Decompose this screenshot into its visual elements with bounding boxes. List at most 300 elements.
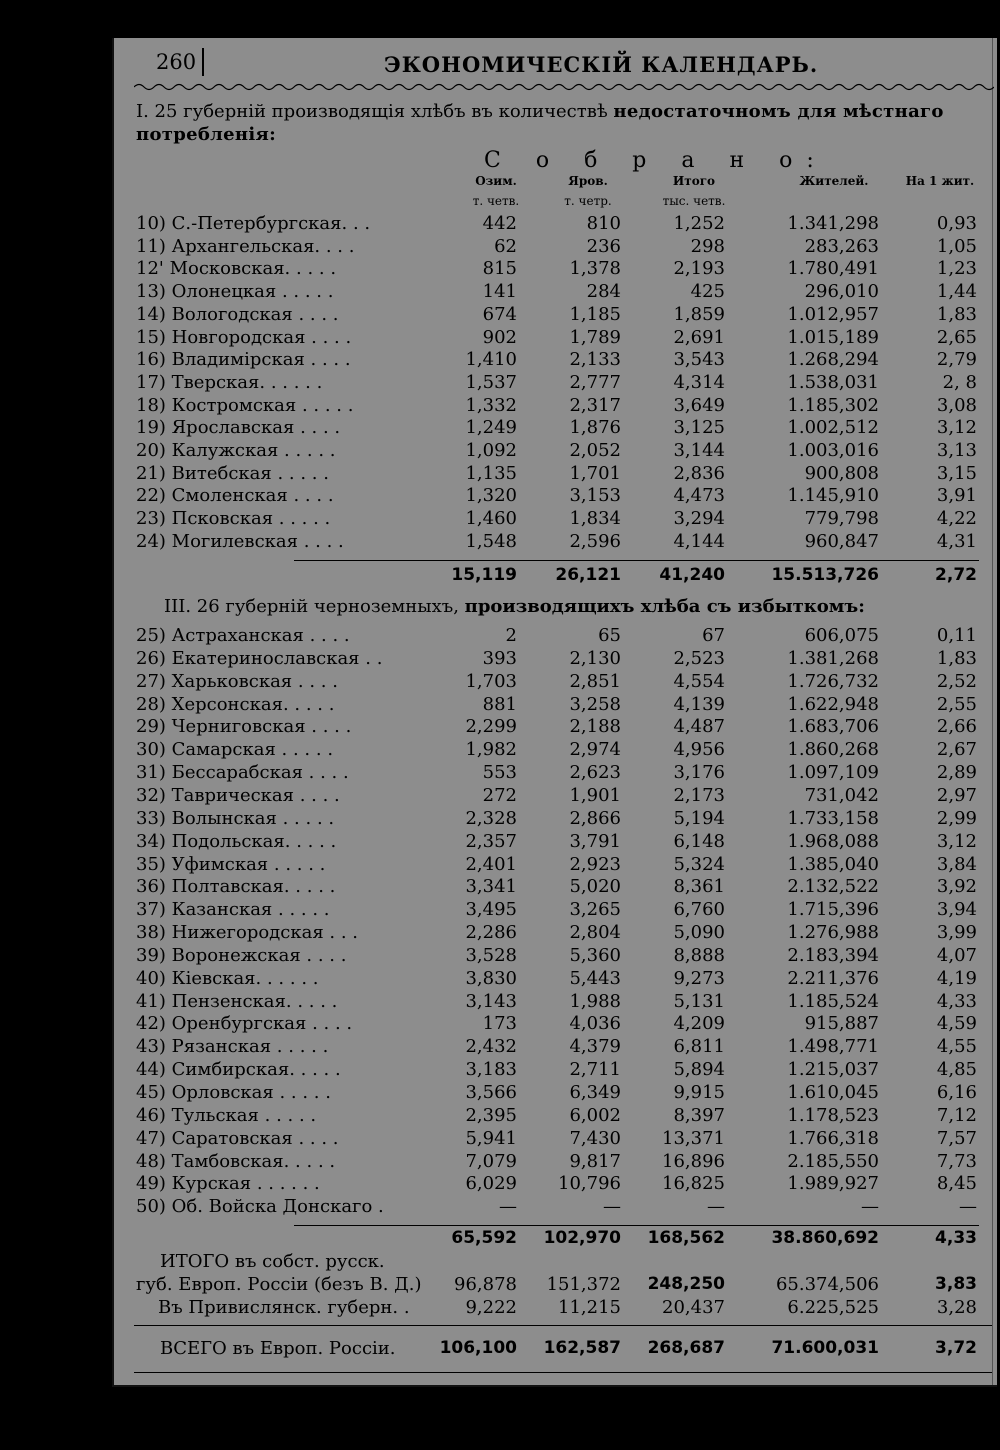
table-row <box>114 1173 997 1196</box>
summary-vsego-row <box>114 1338 997 1361</box>
cell-ozim: 2,328 <box>465 807 517 829</box>
cell-yarov: 7,430 <box>569 1127 621 1149</box>
summary-privisl-ozim: 9,222 <box>465 1297 517 1318</box>
province-name: 22) Смоленская . . . . <box>136 485 334 507</box>
table-row <box>114 395 997 418</box>
cell-ozim: 674 <box>482 303 517 325</box>
cell-itogo: 5,894 <box>673 1059 725 1081</box>
cell-zhiteley: 1.097,109 <box>787 762 879 784</box>
cell-per-capita: 7,73 <box>936 1150 977 1172</box>
cell-itogo: 67 <box>702 625 725 646</box>
table-row <box>114 327 997 350</box>
column-group-header: С о б р а н о: <box>484 148 828 173</box>
col-ozim-header: Озим. <box>475 174 517 188</box>
cell-ozim: 1,332 <box>465 394 517 416</box>
col-ozim-unit: т. четв. <box>472 194 520 208</box>
cell-ozim: 553 <box>482 762 517 784</box>
province-name: 49) Курская . . . . . . <box>136 1173 320 1195</box>
cell-per-capita: 3,08 <box>936 394 977 416</box>
cell-yarov: 2,923 <box>569 853 621 875</box>
total-yarov: 102,970 <box>543 1228 621 1248</box>
cell-per-capita: 7,57 <box>936 1127 977 1149</box>
cell-ozim: 1,703 <box>465 670 517 692</box>
cell-yarov: 2,974 <box>569 739 621 761</box>
table-row <box>114 694 997 717</box>
province-name: 25) Астраханская . . . . <box>136 625 350 646</box>
section3-total-rule <box>294 1225 979 1226</box>
cell-zhiteley: 1.683,706 <box>787 716 879 738</box>
cell-yarov: 2,866 <box>569 807 621 829</box>
summary-itogo-line2: губ. Европ. Россіи (безъ В. Д.) <box>136 1274 422 1295</box>
table-row <box>114 304 997 327</box>
summary-itogo-yarov: 151,372 <box>546 1274 621 1295</box>
province-name: 42) Оренбургская . . . . <box>136 1013 353 1035</box>
cell-ozim: 2,395 <box>465 1104 517 1126</box>
cell-zhiteley: 1.003,016 <box>787 440 879 461</box>
cell-per-capita: 3,15 <box>936 462 977 484</box>
col-per-capita-header: На 1 жит. <box>905 174 975 188</box>
cell-per-capita: 0,93 <box>936 213 977 234</box>
cell-yarov: 2,188 <box>569 716 621 738</box>
total-yarov: 26,121 <box>555 565 621 585</box>
province-name: 30) Самарская . . . . . <box>136 739 334 761</box>
cell-yarov: 2,711 <box>569 1059 621 1081</box>
table-row <box>114 1196 997 1219</box>
section3-heading <box>164 596 865 617</box>
summary-vsego-label: ВСЕГО въ Европ. Россіи. <box>160 1338 396 1359</box>
table-row <box>114 785 997 808</box>
cell-yarov: 1,988 <box>569 990 621 1012</box>
cell-ozim: 272 <box>482 784 517 806</box>
section1-title-plain: I. 25 губерній производящія хлѣбъ въ количествѣ <box>136 101 614 122</box>
section1-heading <box>136 100 976 146</box>
province-name: 41) Пензенская. . . . . <box>136 990 338 1012</box>
cell-per-capita: 3,12 <box>936 830 977 852</box>
table-row <box>114 485 997 508</box>
cell-per-capita: 2, 8 <box>942 371 977 393</box>
cell-itogo: 6,811 <box>673 1036 725 1058</box>
page-title: ЭКОНОМИЧЕСКІЙ КАЛЕНДАРЬ. <box>384 52 819 77</box>
cell-per-capita: 2,89 <box>936 762 977 784</box>
province-name: 11) Архангельская. . . . <box>136 235 355 257</box>
cell-per-capita: 6,16 <box>936 1082 977 1103</box>
total-per-capita: 2,72 <box>935 565 977 585</box>
cell-zhiteley: 779,798 <box>804 508 879 530</box>
cell-itogo: 4,314 <box>673 371 725 393</box>
summary-itogo-per-capita: 3,83 <box>935 1274 977 1294</box>
cell-yarov: 5,443 <box>569 967 621 989</box>
cell-per-capita: 3,99 <box>936 922 977 944</box>
province-name: 17) Тверская. . . . . . <box>136 371 323 393</box>
cell-zhiteley: 960,847 <box>804 530 879 552</box>
wavy-rule <box>134 82 994 92</box>
province-name: 43) Рязанская . . . . . <box>136 1036 329 1058</box>
cell-per-capita: 2,67 <box>936 739 977 761</box>
table-row <box>114 1036 997 1059</box>
section3-title-bold: производящихъ хлѣба съ избыткомъ: <box>464 596 865 617</box>
table-row <box>114 531 997 554</box>
cell-ozim: 6,029 <box>465 1173 517 1195</box>
table-row <box>114 876 997 899</box>
cell-zhiteley: 1.015,189 <box>787 326 879 348</box>
province-name: 10) С.-Петербургская. . . <box>136 213 371 234</box>
cell-ozim: 2 <box>505 625 517 646</box>
province-name: 35) Уфимская . . . . . <box>136 853 326 875</box>
cell-itogo: 2,173 <box>673 784 725 806</box>
summary-itogo-row <box>114 1274 997 1297</box>
cell-ozim: 1,135 <box>465 462 517 484</box>
cell-itogo: 4,554 <box>673 670 725 692</box>
cell-zhiteley: — <box>861 1196 879 1218</box>
cell-per-capita: 4,22 <box>936 508 977 530</box>
province-name: 20) Калужская . . . . . <box>136 440 336 461</box>
section1-total-row <box>114 565 997 588</box>
cell-yarov: 2,130 <box>569 647 621 669</box>
province-name: 12' Московская. . . . . <box>136 258 337 280</box>
cell-zhiteley: 283,263 <box>804 235 879 257</box>
table-row <box>114 968 997 991</box>
cell-yarov: 3,258 <box>569 693 621 715</box>
total-ozim: 15,119 <box>451 565 517 585</box>
cell-ozim: 1,092 <box>465 440 517 461</box>
col-yarov-unit: т. четр. <box>564 194 612 208</box>
table-row <box>114 349 997 372</box>
table-row <box>114 854 997 877</box>
cell-itogo: 2,691 <box>673 326 725 348</box>
cell-yarov: 3,153 <box>569 485 621 507</box>
total-zhiteley: 15.513,726 <box>771 565 879 585</box>
cell-yarov: 9,817 <box>569 1150 621 1172</box>
cell-yarov: 1,834 <box>569 508 621 530</box>
cell-ozim: 3,341 <box>465 876 517 898</box>
cell-ozim: 141 <box>482 281 517 303</box>
cell-ozim: 3,566 <box>465 1082 517 1103</box>
section1-total-rule <box>294 560 979 561</box>
table-row <box>114 945 997 968</box>
cell-itogo: 4,487 <box>673 716 725 738</box>
cell-itogo: 2,836 <box>673 462 725 484</box>
cell-per-capita: 2,66 <box>936 716 977 738</box>
cell-yarov: 4,036 <box>569 1013 621 1035</box>
province-name: 15) Новгородская . . . . <box>136 326 352 348</box>
cell-itogo: 8,397 <box>673 1104 725 1126</box>
cell-yarov: 284 <box>586 281 621 303</box>
cell-ozim: 7,079 <box>465 1150 517 1172</box>
table-row <box>114 991 997 1014</box>
cell-itogo: 6,148 <box>673 830 725 852</box>
province-name: 39) Воронежская . . . . <box>136 944 347 966</box>
summary-itogo-itogo: 248,250 <box>647 1274 725 1294</box>
province-name: 46) Тульская . . . . . <box>136 1104 317 1126</box>
cell-itogo: 16,896 <box>662 1150 725 1172</box>
cell-yarov: 1,185 <box>569 303 621 325</box>
cell-per-capita: 2,65 <box>936 326 977 348</box>
cell-per-capita: 2,97 <box>936 784 977 806</box>
summary-vsego-ozim: 106,100 <box>439 1338 517 1358</box>
cell-ozim: 902 <box>482 326 517 348</box>
table-row <box>114 508 997 531</box>
cell-ozim: — <box>499 1196 517 1218</box>
cell-yarov: 2,804 <box>569 922 621 944</box>
province-name: 47) Саратовская . . . . <box>136 1127 339 1149</box>
province-name: 31) Бессарабская . . . . <box>136 762 349 784</box>
table-row <box>114 762 997 785</box>
total-per-capita: 4,33 <box>935 1228 977 1248</box>
cell-per-capita: 1,83 <box>936 303 977 325</box>
cell-itogo: — <box>707 1196 725 1218</box>
summary-privisl-row <box>114 1297 997 1320</box>
province-name: 19) Ярославская . . . . <box>136 417 341 439</box>
cell-ozim: 3,183 <box>465 1059 517 1081</box>
cell-zhiteley: 1.610,045 <box>787 1082 879 1103</box>
cell-yarov: 3,791 <box>569 830 621 852</box>
cell-itogo: 298 <box>690 235 725 257</box>
cell-ozim: 1,410 <box>465 349 517 371</box>
cell-itogo: 9,273 <box>673 967 725 989</box>
section1-title-bold: недостаточномъ для мѣстнаго потребленія: <box>136 101 944 145</box>
province-name: 14) Вологодская . . . . <box>136 303 339 325</box>
cell-zhiteley: 1.268,294 <box>787 349 879 371</box>
cell-yarov: 2,052 <box>569 440 621 461</box>
cell-itogo: 4,139 <box>673 693 725 715</box>
cell-zhiteley: 1.002,512 <box>787 417 879 439</box>
cell-zhiteley: 1.185,524 <box>787 990 879 1012</box>
cell-zhiteley: 1.498,771 <box>787 1036 879 1058</box>
cell-ozim: 173 <box>482 1013 517 1035</box>
cell-zhiteley: 731,042 <box>804 784 879 806</box>
cell-ozim: 2,401 <box>465 853 517 875</box>
table-row <box>114 1082 997 1105</box>
table-row <box>114 372 997 395</box>
col-zhiteley-header: Жителей. <box>799 174 869 188</box>
table-row <box>114 213 997 236</box>
cell-zhiteley: 1.780,491 <box>787 258 879 280</box>
table-row <box>114 1059 997 1082</box>
cell-per-capita: 3,12 <box>936 417 977 439</box>
cell-itogo: 3,125 <box>673 417 725 439</box>
cell-per-capita: 1,83 <box>936 647 977 669</box>
cell-zhiteley: 1.178,523 <box>787 1104 879 1126</box>
cell-ozim: 815 <box>482 258 517 280</box>
cell-ozim: 1,249 <box>465 417 517 439</box>
cell-zhiteley: 2.211,376 <box>787 967 879 989</box>
cell-yarov: 2,623 <box>569 762 621 784</box>
cell-ozim: 3,495 <box>465 899 517 921</box>
summary-privisl-label: Въ Привислянск. губерн. . <box>158 1297 410 1318</box>
table-row <box>114 1013 997 1036</box>
cell-ozim: 2,299 <box>465 716 517 738</box>
province-name: 13) Олонецкая . . . . . <box>136 281 334 303</box>
province-name: 44) Симбирская. . . . . <box>136 1059 341 1081</box>
province-name: 33) Волынская . . . . . <box>136 807 335 829</box>
cell-per-capita: 8,45 <box>936 1173 977 1195</box>
table-row <box>114 258 997 281</box>
cell-itogo: 425 <box>690 281 725 303</box>
cell-itogo: 5,131 <box>673 990 725 1012</box>
province-name: 16) Владимірская . . . . <box>136 349 351 371</box>
cell-yarov: 2,317 <box>569 394 621 416</box>
province-name: 23) Псковская . . . . . <box>136 508 331 530</box>
province-name: 27) Харьковская . . . . <box>136 670 338 692</box>
cell-itogo: 3,176 <box>673 762 725 784</box>
cell-per-capita: 2,55 <box>936 693 977 715</box>
province-name: 24) Могилевская . . . . <box>136 530 344 552</box>
cell-per-capita: 1,05 <box>936 235 977 257</box>
cell-yarov: 2,596 <box>569 530 621 552</box>
cell-zhiteley: 2.185,550 <box>787 1150 879 1172</box>
cell-zhiteley: 1.145,910 <box>787 485 879 507</box>
cell-per-capita: 2,52 <box>936 670 977 692</box>
cell-ozim: 5,941 <box>465 1127 517 1149</box>
cell-ozim: 2,286 <box>465 922 517 944</box>
cell-yarov: 1,876 <box>569 417 621 439</box>
summary-rule <box>134 1325 992 1326</box>
cell-itogo: 3,543 <box>673 349 725 371</box>
cell-ozim: 1,460 <box>465 508 517 530</box>
table-row <box>114 440 997 463</box>
table-row <box>114 1128 997 1151</box>
header-divider <box>202 48 204 76</box>
province-name: 48) Тамбовская. . . . . <box>136 1150 336 1172</box>
cell-ozim: 393 <box>482 647 517 669</box>
cell-yarov: 4,379 <box>569 1036 621 1058</box>
cell-zhiteley: 296,010 <box>804 281 879 303</box>
summary-vsego-itogo: 268,687 <box>647 1338 725 1358</box>
cell-zhiteley: 1.341,298 <box>787 213 879 234</box>
cell-per-capita: 7,12 <box>936 1104 977 1126</box>
cell-itogo: 9,915 <box>673 1082 725 1103</box>
province-name: 28) Херсонская. . . . . <box>136 693 335 715</box>
table-row <box>114 463 997 486</box>
cell-yarov: 1,789 <box>569 326 621 348</box>
page-number: 260 <box>156 50 197 74</box>
table-row <box>114 716 997 739</box>
cell-ozim: 2,432 <box>465 1036 517 1058</box>
summary-privisl-per-capita: 3,28 <box>936 1297 977 1318</box>
province-name: 29) Черниговская . . . . <box>136 716 352 738</box>
cell-itogo: 6,760 <box>673 899 725 921</box>
province-name: 38) Нижегородская . . . <box>136 922 359 944</box>
col-yarov-header: Яров. <box>568 174 608 188</box>
province-name: 45) Орловская . . . . . <box>136 1082 331 1103</box>
province-name: 37) Казанская . . . . . <box>136 899 330 921</box>
table-row <box>114 922 997 945</box>
cell-ozim: 3,143 <box>465 990 517 1012</box>
cell-itogo: 3,649 <box>673 394 725 416</box>
table-row <box>114 1105 997 1128</box>
summary-privisl-yarov: 11,215 <box>558 1297 621 1318</box>
cell-per-capita: 4,59 <box>936 1013 977 1035</box>
cell-zhiteley: 1.989,927 <box>787 1173 879 1195</box>
cell-yarov: 3,265 <box>569 899 621 921</box>
cell-zhiteley: 1.538,031 <box>787 371 879 393</box>
cell-zhiteley: 900,808 <box>804 462 879 484</box>
table-row <box>114 281 997 304</box>
cell-per-capita: 0,11 <box>936 625 977 646</box>
cell-per-capita: 3,84 <box>936 853 977 875</box>
cell-itogo: 8,888 <box>673 944 725 966</box>
cell-yarov: 5,360 <box>569 944 621 966</box>
province-name: 32) Таврическая . . . . <box>136 784 340 806</box>
province-name: 50) Об. Войска Донскаго . <box>136 1196 384 1218</box>
summary-vsego-zhiteley: 71.600,031 <box>771 1338 879 1358</box>
cell-itogo: 3,144 <box>673 440 725 461</box>
cell-itogo: 16,825 <box>662 1173 725 1195</box>
cell-yarov: 2,777 <box>569 371 621 393</box>
cell-itogo: 3,294 <box>673 508 725 530</box>
cell-per-capita: 1,44 <box>936 281 977 303</box>
cell-yarov: 810 <box>586 213 621 234</box>
cell-zhiteley: 1.276,988 <box>787 922 879 944</box>
cell-ozim: 3,830 <box>465 967 517 989</box>
cell-itogo: 1,859 <box>673 303 725 325</box>
cell-per-capita: 4,33 <box>936 990 977 1012</box>
table-row <box>114 808 997 831</box>
cell-yarov: 2,133 <box>569 349 621 371</box>
cell-itogo: 13,371 <box>662 1127 725 1149</box>
cell-per-capita: 1,23 <box>936 258 977 280</box>
cell-yarov: 1,701 <box>569 462 621 484</box>
cell-ozim: 62 <box>494 235 517 257</box>
cell-yarov: 10,796 <box>558 1173 621 1195</box>
summary-itogo-line1: ИТОГО въ собст. русск. <box>160 1251 385 1272</box>
cell-zhiteley: 1.381,268 <box>787 647 879 669</box>
cell-itogo: 4,473 <box>673 485 725 507</box>
cell-itogo: 4,144 <box>673 530 725 552</box>
cell-yarov: 1,378 <box>569 258 621 280</box>
table-row <box>114 739 997 762</box>
cell-zhiteley: 1.385,040 <box>787 853 879 875</box>
cell-itogo: 5,194 <box>673 807 725 829</box>
cell-per-capita: 2,79 <box>936 349 977 371</box>
cell-ozim: 1,537 <box>465 371 517 393</box>
cell-itogo: 2,523 <box>673 647 725 669</box>
summary-vsego-yarov: 162,587 <box>543 1338 621 1358</box>
cell-zhiteley: 1.012,957 <box>787 303 879 325</box>
cell-yarov: 6,002 <box>569 1104 621 1126</box>
cell-ozim: 1,548 <box>465 530 517 552</box>
table-row <box>114 236 997 259</box>
cell-per-capita: 2,99 <box>936 807 977 829</box>
province-name: 18) Костромская . . . . . <box>136 394 354 416</box>
cell-zhiteley: 606,075 <box>804 625 879 646</box>
province-name: 40) Кіевская. . . . . . <box>136 967 319 989</box>
cell-itogo: 5,090 <box>673 922 725 944</box>
table-row <box>114 831 997 854</box>
total-ozim: 65,592 <box>451 1228 517 1248</box>
cell-per-capita: 4,85 <box>936 1059 977 1081</box>
province-name: 36) Полтавская. . . . . <box>136 876 336 898</box>
cell-per-capita: 3,92 <box>936 876 977 898</box>
summary-itogo-ozim: 96,878 <box>454 1274 517 1295</box>
summary-vsego-per-capita: 3,72 <box>935 1338 977 1358</box>
cell-zhiteley: 1.968,088 <box>787 830 879 852</box>
total-itogo: 168,562 <box>647 1228 725 1248</box>
cell-zhiteley: 1.726,732 <box>787 670 879 692</box>
cell-zhiteley: 1.185,302 <box>787 394 879 416</box>
cell-ozim: 442 <box>482 213 517 234</box>
cell-zhiteley: 2.183,394 <box>787 944 879 966</box>
table-row <box>114 417 997 440</box>
cell-zhiteley: 1.733,158 <box>787 807 879 829</box>
cell-ozim: 1,982 <box>465 739 517 761</box>
summary-privisl-zhiteley: 6.225,525 <box>787 1297 879 1318</box>
section3-total-row <box>114 1228 997 1251</box>
cell-per-capita: 4,55 <box>936 1036 977 1058</box>
cell-ozim: 881 <box>482 693 517 715</box>
cell-yarov: 65 <box>598 625 621 646</box>
cell-yarov: 5,020 <box>569 876 621 898</box>
